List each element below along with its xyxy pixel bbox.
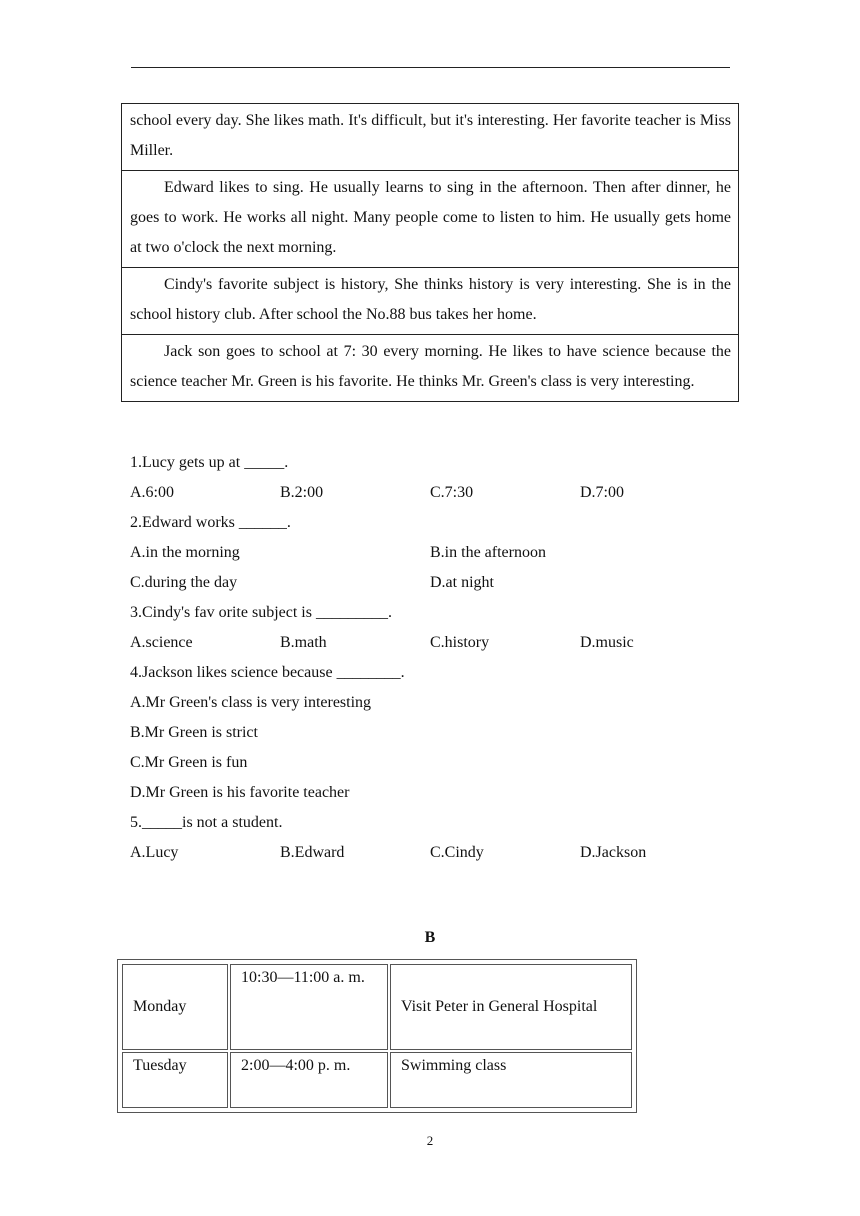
option-c[interactable]: C.Mr Green is fun bbox=[130, 754, 248, 771]
question-stem: 3.Cindy's fav orite subject is _________. bbox=[130, 604, 392, 621]
header-rule bbox=[131, 67, 730, 68]
schedule-time: 2:00—4:00 p. m. bbox=[230, 1052, 388, 1108]
option-c[interactable]: C.7:30 bbox=[430, 484, 474, 501]
option-c[interactable]: C.during the day bbox=[130, 574, 238, 591]
option-row bbox=[130, 538, 740, 568]
question-stem: 2.Edward works ______. bbox=[130, 514, 291, 531]
table-row bbox=[122, 1052, 632, 1108]
option-c[interactable]: C.Cindy bbox=[430, 844, 484, 861]
schedule-activity: Visit Peter in General Hospital bbox=[390, 964, 632, 1050]
option-c[interactable]: C.history bbox=[430, 634, 490, 651]
option-b[interactable]: B.math bbox=[280, 634, 327, 651]
question-stem: 4.Jackson likes science because ________. bbox=[130, 664, 405, 681]
option-d[interactable]: D.Jackson bbox=[580, 844, 647, 861]
option-row bbox=[130, 628, 740, 658]
section-b-title: B bbox=[424, 929, 436, 946]
question-stem: 5._____is not a student. bbox=[130, 814, 283, 831]
option-b[interactable]: B.Mr Green is strict bbox=[130, 724, 258, 741]
option-a[interactable]: A.in the morning bbox=[130, 544, 240, 561]
option-b[interactable]: B.Edward bbox=[280, 844, 345, 861]
option-b[interactable]: B.in the afternoon bbox=[430, 544, 546, 561]
schedule-day: Monday bbox=[122, 964, 228, 1050]
option-a[interactable]: A.Lucy bbox=[130, 844, 179, 861]
schedule-table bbox=[117, 959, 637, 1113]
passage-cindy: Cindy's favorite subject is history, She thinks history is very interesting. She is in the school history club. After school the No.88 bus takes her home. bbox=[122, 268, 739, 335]
option-b[interactable]: B.2:00 bbox=[280, 484, 324, 501]
option-row bbox=[130, 568, 740, 598]
schedule-activity: Swimming class bbox=[390, 1052, 632, 1108]
schedule-day: Tuesday bbox=[122, 1052, 228, 1108]
option-a[interactable]: A.science bbox=[130, 634, 193, 651]
passage-lucy: school every day. She likes math. It's difficult, but it's interesting. Her favorite teacher is Miss Miller. bbox=[122, 104, 739, 171]
option-row bbox=[130, 838, 740, 868]
option-d[interactable]: D.music bbox=[580, 634, 634, 651]
option-d[interactable]: D.at night bbox=[430, 574, 494, 591]
passage-jackson: Jack son goes to school at 7: 30 every morning. He likes to have science because the science teacher Mr. Green is his favorite. He thinks Mr. Green's class is very interesting. bbox=[122, 335, 739, 402]
passage-edward: Edward likes to sing. He usually learns to sing in the afternoon. Then after dinner, he goes to work. He works all night. Many people come to listen to him. He usually gets home at two o'clock the next morning. bbox=[122, 171, 739, 268]
page-number: 2 bbox=[426, 1133, 434, 1148]
question-stem: 1.Lucy gets up at _____. bbox=[130, 454, 289, 471]
option-d[interactable]: D.7:00 bbox=[580, 484, 624, 501]
table-row bbox=[122, 964, 632, 1050]
option-a[interactable]: A.6:00 bbox=[130, 484, 174, 501]
option-a[interactable]: A.Mr Green's class is very interesting bbox=[130, 694, 372, 711]
question-list bbox=[130, 448, 740, 868]
passage-table bbox=[121, 103, 739, 402]
option-row bbox=[130, 478, 740, 508]
schedule-time: 10:30—11:00 a. m. bbox=[230, 964, 388, 1050]
option-d[interactable]: D.Mr Green is his favorite teacher bbox=[130, 784, 350, 801]
